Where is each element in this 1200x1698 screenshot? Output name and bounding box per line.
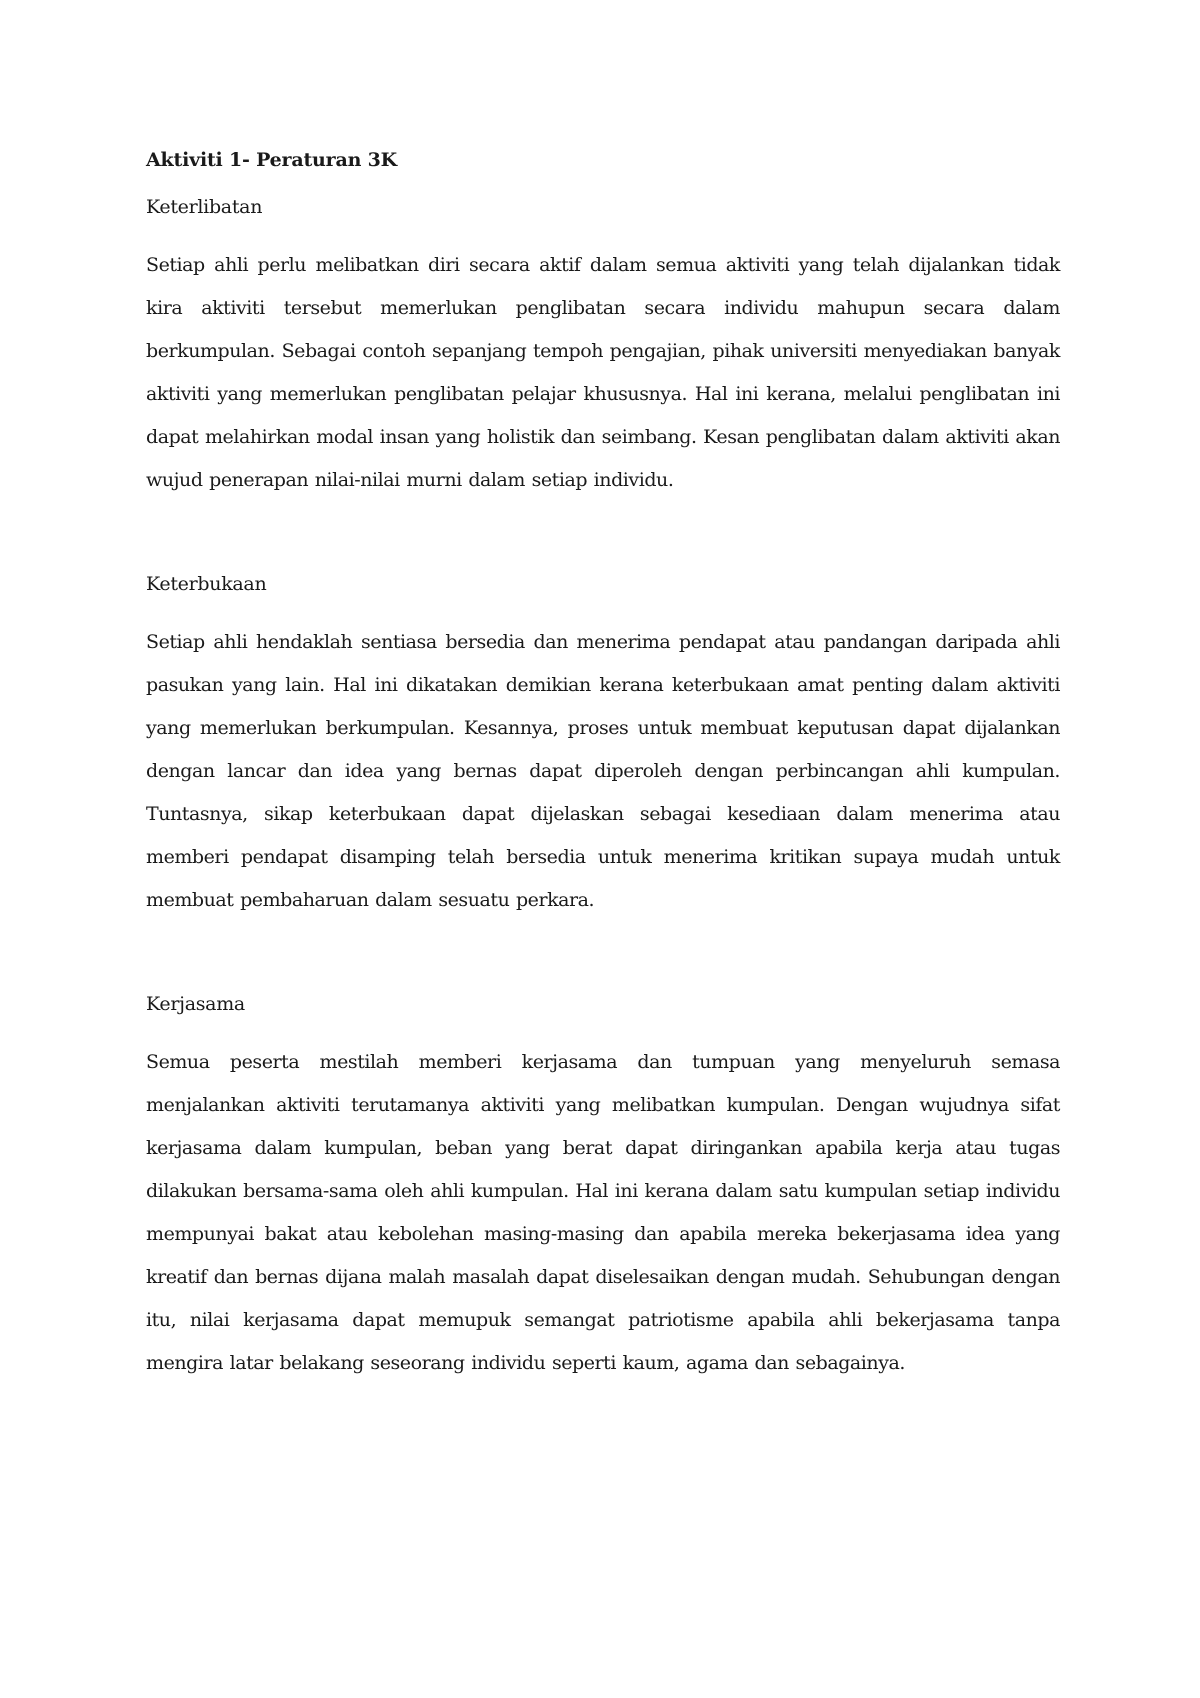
section-heading-keterlibatan: Keterlibatan [146,196,263,218]
section-paragraph-keterlibatan: Setiap ahli perlu melibatkan diri secara aktif dalam semua aktiviti yang telah dijalankan tidak kira aktiviti tersebut memerlukan penglibatan secara individu mahupun secara dalam berkumpulan. Sebagai contoh sepanjang tempoh pengajian, pihak universiti menyediakan banyak aktiviti yang memerlukan penglibatan pelajar khususnya. Hal ini kerana, melalui penglibatan ini dapat melahirkan modal insan yang holistik dan seimbang. Kesan penglibatan dalam aktiviti akan wujud penerapan nilai-nilai murni dalam setiap individu. [146,254,1060,491]
section-paragraph-keterbukaan: Setiap ahli hendaklah sentiasa bersedia dan menerima pendapat atau pandangan daripada ahli pasukan yang lain. Hal ini dikatakan demikian kerana keterbukaan amat penting dalam aktiviti yang memerlukan berkumpulan. Kesannya, proses untuk membuat keputusan dapat dijalankan dengan lancar dan idea yang bernas dapat diperoleh dengan perbincangan ahli kumpulan. Tuntasnya, sikap keterbukaan dapat dijelaskan sebagai kesediaan dalam menerima atau memberi pendapat disamping telah bersedia untuk menerima kritikan supaya mudah untuk membuat pembaharuan dalam sesuatu perkara. [146,631,1060,911]
document-title: Aktiviti 1- Peraturan 3K [146,149,397,171]
section-heading-keterbukaan: Keterbukaan [146,573,267,595]
document-body [146,143,1060,1385]
section-paragraph-kerjasama: Semua peserta mestilah memberi kerjasama dan tumpuan yang menyeluruh semasa menjalankan aktiviti terutamanya aktiviti yang melibatkan kumpulan. Dengan wujudnya sifat kerjasama dalam kumpulan, beban yang berat dapat diringankan apabila kerja atau tugas dilakukan bersama-sama oleh ahli kumpulan. Hal ini kerana dalam satu kumpulan setiap individu mempunyai bakat atau kebolehan masing-masing dan apabila mereka bekerjasama idea yang kreatif dan bernas dijana malah masalah dapat diselesaikan dengan mudah. Sehubungan dengan itu, nilai kerjasama dapat memupuk semangat patriotisme apabila ahli bekerjasama tanpa mengira latar belakang seseorang individu seperti kaum, agama dan sebagainya. [146,1051,1060,1374]
section-heading-kerjasama: Kerjasama [146,993,245,1015]
